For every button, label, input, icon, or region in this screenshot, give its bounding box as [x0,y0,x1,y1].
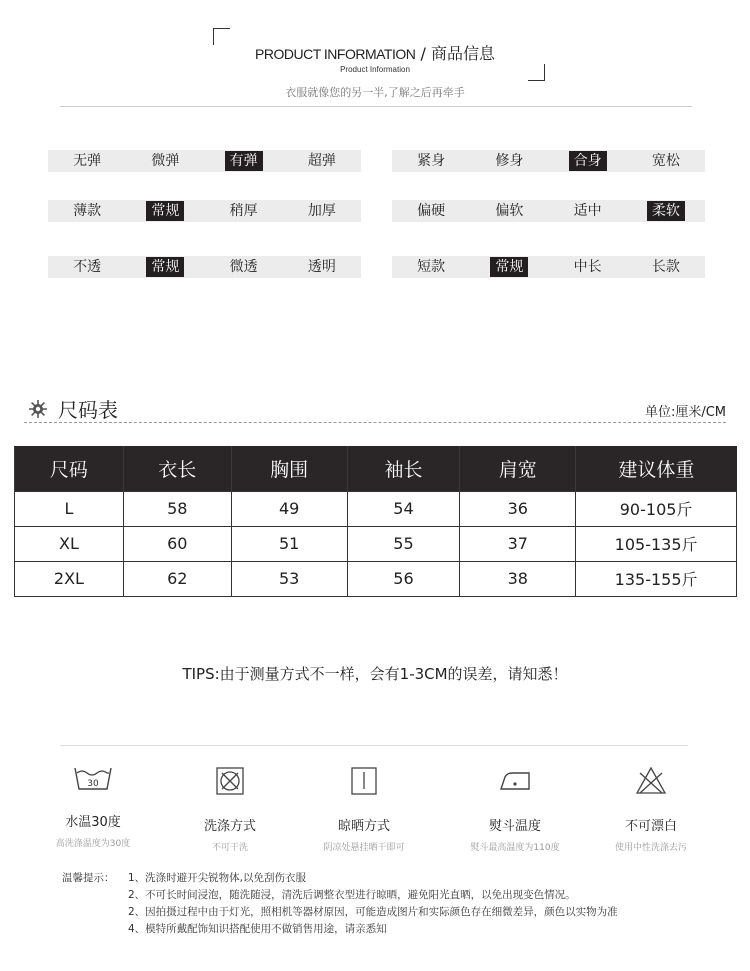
attribute-option-label: 偏软 [495,203,524,219]
attribute-option-selected: 常规 [146,201,184,221]
attribute-option [283,257,361,277]
attribute-option [126,151,204,171]
attribute-option [392,201,470,221]
attribute-option [48,151,126,171]
table-row [15,526,737,561]
attribute-option-label: 宽松 [651,153,680,169]
attribute-option [205,257,283,277]
care-label: 不可漂白 [624,819,677,834]
attribute-option [627,151,705,171]
table-cell: 135-155斤 [576,561,737,596]
attribute-row [392,200,705,222]
table-cell: 37 [460,526,576,561]
attribute-option [392,151,470,171]
attribute-option-selected: 柔软 [647,201,685,221]
attribute-option [126,201,204,221]
attribute-option [627,257,705,277]
care-label: 晾晒方式 [337,819,390,834]
care-item-washing-method [170,765,290,853]
attribute-option [48,257,126,277]
attribute-option [549,201,627,221]
care-label: 洗涤方式 [203,819,256,834]
attribute-option-label: 微弹 [151,153,180,169]
care-sub: 使用中性洗涤去污 [614,843,687,853]
attribute-option [470,257,548,277]
attribute-row [392,150,705,172]
slogan: 衣服就像您的另一半,了解之后再牵手 [285,86,465,99]
table-cell: 60 [123,526,231,561]
care-sub: 阴凉处悬挂晒干即可 [323,843,405,853]
title-cn: 商品信息 [430,44,495,63]
no-tumble-dry-icon [214,765,246,797]
attribute-option-label: 适中 [573,203,602,219]
note-item: 2、因拍摄过程中由于灯光，照相机等器材原因，可能造成图片和实际颜色存在细微差异，颜色以实物为准 [128,906,618,918]
table-cell: XL [15,526,124,561]
table-cell: 49 [231,491,347,526]
attribute-option [627,201,705,221]
attribute-option-label: 长款 [651,259,680,275]
attribute-option [126,257,204,277]
table-cell: 36 [460,491,576,526]
table-cell: 2XL [15,561,124,596]
attribute-row [48,200,361,222]
table-header-cell: 衣长 [123,446,231,491]
care-item-drying [304,765,424,853]
iron-icon [495,765,535,797]
attribute-option-label: 无弹 [73,153,102,169]
attribute-option-label: 短款 [417,259,446,275]
table-cell: 38 [460,561,576,596]
attribute-option [470,201,548,221]
care-label: 水温30度 [65,815,121,830]
header-divider [60,106,692,107]
table-header-cell: 袖长 [347,446,460,491]
attribute-option-label: 修身 [495,153,524,169]
table-cell: 62 [123,561,231,596]
dashed-divider [24,422,726,423]
size-table [14,446,737,597]
attribute-option-label: 不透 [73,259,102,275]
attribute-row [48,150,361,172]
attribute-option [549,151,627,171]
attribute-option-label: 加厚 [307,203,336,219]
attribute-option-selected: 常规 [146,257,184,277]
attribute-option-label: 超弹 [307,153,336,169]
attribute-option [205,201,283,221]
note-item: 2、不可长时间浸泡，随洗随浸，清洗后调整衣型进行晾晒，避免阳光直晒，以免出现变色情况。 [128,889,576,901]
note-item: 4、模特所戴配饰知识搭配使用不做销售用途，请亲悉知 [128,923,387,935]
attribute-option [392,257,470,277]
notes-label: 温馨提示： [62,872,115,884]
page-title [0,41,750,64]
care-item-bleach [591,765,711,853]
attribute-option-label: 中长 [573,259,602,275]
care-item-wash [33,765,153,849]
table-cell: 54 [347,491,460,526]
table-cell: L [15,491,124,526]
table-header-cell: 胸围 [231,446,347,491]
care-sub: 高洗涤温度为30度 [55,839,131,849]
table-header-cell: 肩宽 [460,446,576,491]
table-cell: 51 [231,526,347,561]
attribute-option [205,151,283,171]
attribute-row [392,256,705,278]
attribute-option-label: 偏硬 [417,203,446,219]
attribute-option-label: 透明 [307,259,336,275]
table-cell: 58 [123,491,231,526]
table-cell: 105-135斤 [576,526,737,561]
measurement-tips: TIPS:由于测量方式不一样，会有1-3CM的误差，请知悉！ [182,665,568,683]
table-header-cell: 建议体重 [576,446,737,491]
attribute-option-selected: 有弹 [225,151,263,171]
sun-icon [28,399,48,419]
no-bleach-icon [634,765,668,797]
size-chart-title: 尺码表 [58,398,118,422]
attribute-option-selected: 合身 [569,151,607,171]
attribute-option-label: 薄款 [73,203,102,219]
note-item: 1、洗涤时避开尖锐物体,以免刮伤衣服 [128,872,307,884]
wash-30-icon [73,765,113,793]
title-en: PRODUCT INFORMATION [255,46,416,62]
attribute-option [283,151,361,171]
care-sub: 熨斗最高温度为110度 [470,843,560,853]
attribute-option [470,151,548,171]
care-sub: 不可干洗 [211,843,248,853]
care-item-ironing [455,765,575,853]
table-header-row [15,446,737,491]
section-divider [60,745,688,746]
attribute-option-label: 微透 [229,259,258,275]
line-dry-shade-icon [349,765,379,797]
table-cell: 90-105斤 [576,491,737,526]
care-label: 熨斗温度 [488,819,541,834]
attribute-option [48,201,126,221]
attribute-option [549,257,627,277]
table-cell: 56 [347,561,460,596]
size-chart-heading [28,394,118,423]
attribute-row [48,256,361,278]
wash-temp-badge: 30 [87,779,99,789]
table-row [15,561,737,596]
attribute-option-label: 紧身 [417,153,446,169]
table-row [15,491,737,526]
attribute-option-selected: 常规 [490,257,528,277]
title-separator: / [420,44,426,63]
table-header-cell: 尺码 [15,446,124,491]
unit-label: 单位:厘米/CM [644,405,726,420]
table-cell: 55 [347,526,460,561]
table-cell: 53 [231,561,347,596]
attribute-option [283,201,361,221]
page-subtitle: Product Information [340,65,410,74]
attribute-option-label: 稍厚 [229,203,258,219]
care-notes [62,870,618,938]
